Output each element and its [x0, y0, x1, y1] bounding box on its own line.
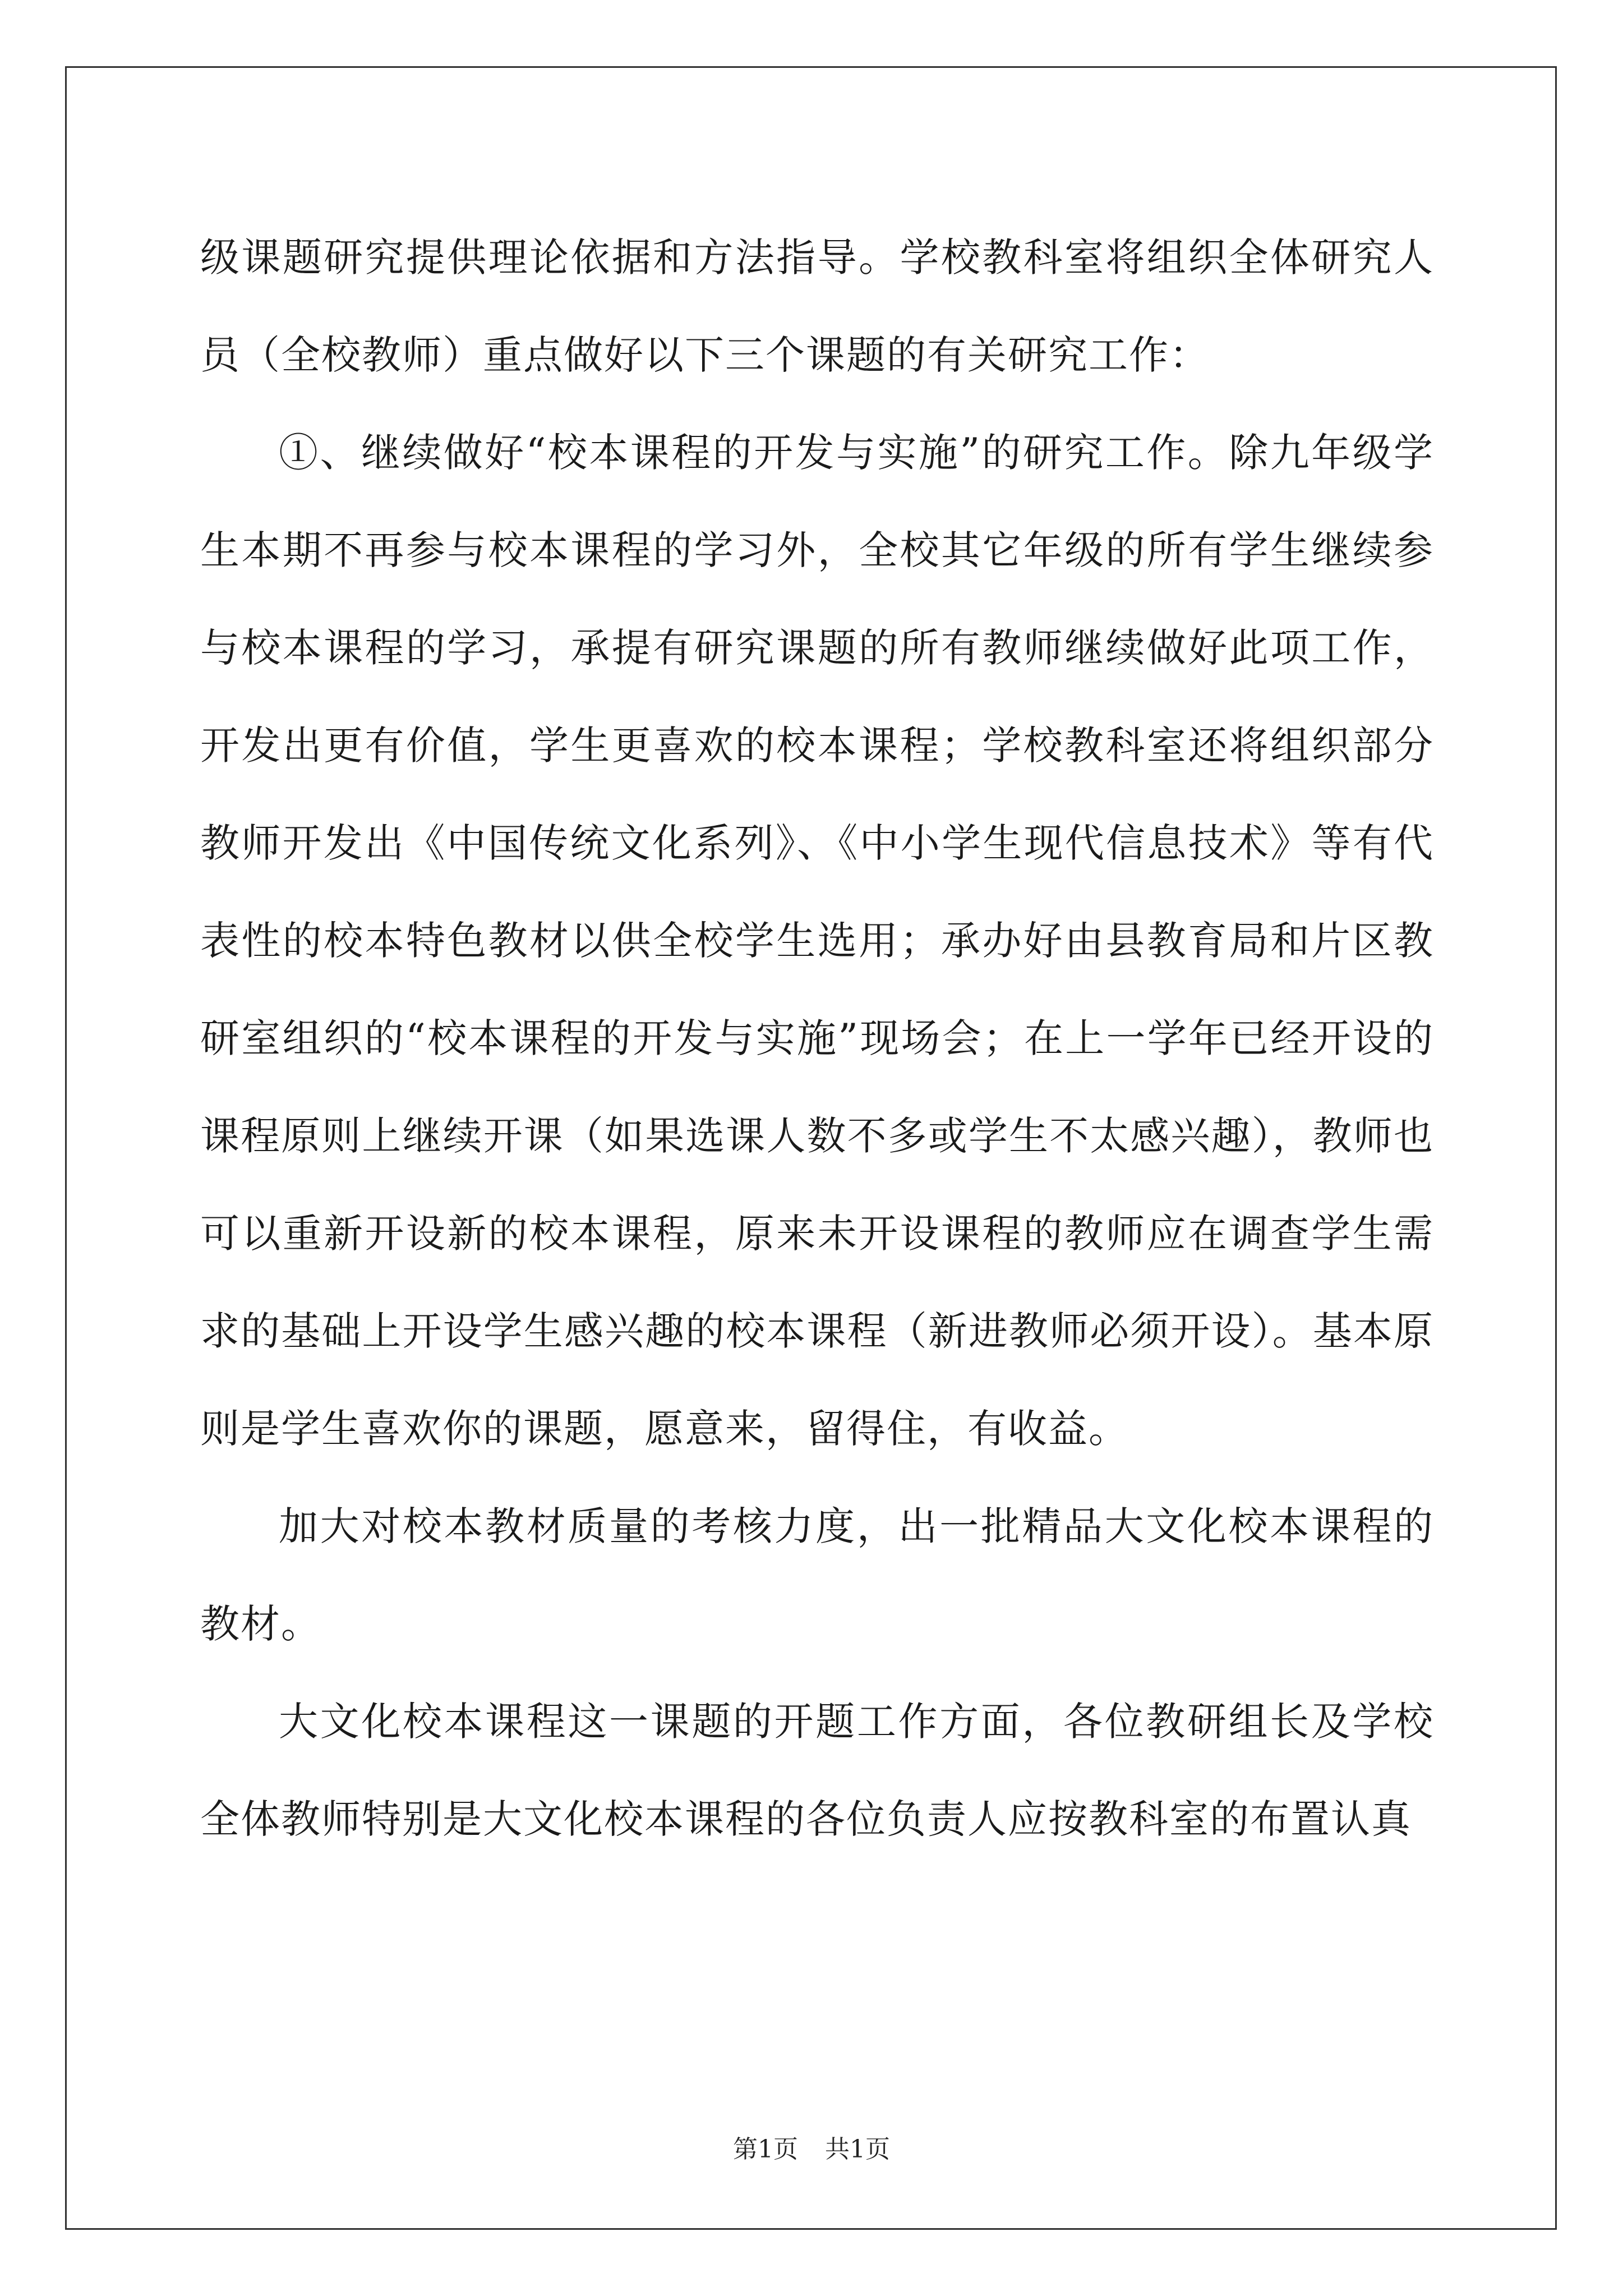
- paragraph: 大文化校本课程这一课题的开题工作方面，各位教研组长及学校全体教师特别是大文化校本课程的各位负责人应按教科室的布置认真: [200, 1699, 1434, 1842]
- page-number: 第1页: [733, 2135, 798, 2164]
- paragraph: ①、继续做好“校本课程的开发与实施”的研究工作。除九年级学生本期不再参与校本课程的学习外，全校其它年级的所有学生继续参与校本课程的学习，承提有研究课题的所有教师继续做好此项工作，开发出更有价值，学生更喜欢的校本课程；学校教科室还将组织部分教师开发出《中国传统文化系列》、《中小学生现代信息技术》等有代表性的校本特色教材以供全校学生选用；承办好由县教育局和片区教研室组织的“校本课程的开发与实施”现场会；在上一学年已经开设的课程原则上继续开课（如果选课人数不多或学生不太感兴趣），教师也可以重新开设新的校本课程，原来未开设课程的教师应在调查学生需求的基础上开设学生感兴趣的校本课程（新进教师必须开设）。基本原则是学生喜欢你的课题，愿意来，留得住，有收益。: [200, 430, 1434, 1452]
- page-total: 共1页: [825, 2135, 890, 2164]
- document-body: [200, 209, 1434, 1868]
- paragraph: 加大对校本教材质量的考核力度，出一批精品大文化校本课程的教材。: [200, 1503, 1434, 1647]
- page-footer: [0, 2133, 1623, 2166]
- paragraph: 级课题研究提供理论依据和方法指导。学校教科室将组织全体研究人员（全校教师）重点做好以下三个课题的有关研究工作：: [200, 234, 1434, 378]
